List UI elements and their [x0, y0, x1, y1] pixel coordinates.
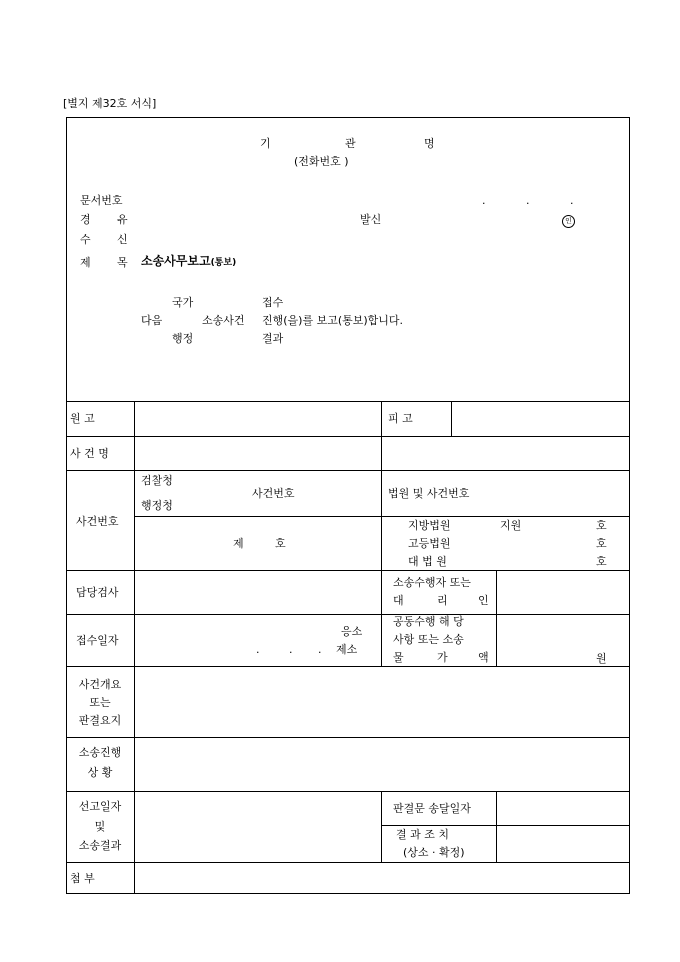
to-label-1: 수	[80, 233, 91, 246]
progress-line-2: 상 황	[87, 766, 113, 779]
judgment-delivery-label: 판결문 송달일자	[393, 802, 471, 815]
rule-case-split	[134, 516, 630, 517]
seal-mark	[562, 213, 575, 228]
rule-col-defendant	[451, 401, 452, 436]
court-and-case-no: 법원 및 사건번호	[388, 487, 470, 500]
rule-col-mid-4	[381, 570, 382, 666]
agency-char-2: 관	[345, 137, 356, 150]
body-admin: 행정	[172, 332, 194, 345]
body-case: 소송사건	[202, 314, 245, 327]
joint-char-2: 가	[437, 651, 448, 664]
rule-row-4	[66, 614, 630, 615]
result-measure-label: 결 과 조 치	[396, 828, 449, 841]
rule-row-6	[66, 737, 630, 738]
attachment-label: 첨 부	[70, 872, 95, 885]
rule-row-1	[66, 436, 630, 437]
case-no-inner: 사건번호	[252, 487, 295, 500]
rule-row-3	[66, 570, 630, 571]
summary-line-2: 또는	[89, 696, 111, 709]
joint-line-2: 사항 또는 소송	[393, 633, 464, 646]
body-progress: 진행(을)를 보고(통보)합니다.	[262, 314, 404, 327]
rule-row-7	[66, 791, 630, 792]
body-next: 다음	[141, 314, 163, 327]
via-label-1: 경	[80, 213, 91, 226]
summary-line-1: 사건개요	[78, 678, 122, 691]
case-number-label: 사건번호	[76, 515, 119, 528]
appeal-label: 응소	[341, 625, 363, 638]
litigator-char-1: 대	[393, 594, 404, 607]
filing-dot-3: .	[318, 643, 322, 656]
form-caption: [별지 제32호 서식]	[63, 97, 157, 110]
seal-glyph: 인	[562, 215, 575, 228]
rule-row-5	[66, 666, 630, 667]
filing-label: 제소	[336, 643, 358, 656]
progress-line-1: 소송진행	[78, 746, 122, 759]
body-nation: 국가	[172, 296, 194, 309]
district-court: 지방법원	[408, 519, 451, 532]
litigator-line-1: 소송수행자 또는	[393, 576, 471, 589]
sentence-line-3: 소송결과	[78, 839, 122, 852]
date-dot-1: .	[482, 194, 486, 207]
title-value	[141, 255, 236, 270]
rule-row-2	[66, 470, 630, 471]
supreme-court: 대 법 원	[408, 555, 447, 568]
via-label-2: 유	[117, 213, 128, 226]
joint-line-1: 공동수행 해 당	[393, 615, 464, 628]
rule-col-label	[134, 401, 135, 894]
rule-col-mid-2	[381, 436, 382, 470]
ho-district: 호	[596, 519, 607, 532]
agency-char-1: 기	[260, 137, 271, 150]
rule-sentence-split	[381, 825, 630, 826]
plaintiff-label: 원 고	[70, 412, 95, 425]
joint-char-1: 물	[393, 651, 404, 664]
title-label-2: 목	[117, 256, 128, 269]
body-result: 결과	[262, 332, 284, 345]
branch-label: 지원	[500, 519, 522, 532]
ho-high: 호	[596, 537, 607, 550]
receipt-date-label: 접수일자	[76, 634, 119, 647]
rule-col-mid-3	[381, 470, 382, 570]
je-label: 제	[233, 537, 244, 550]
filing-dot-1: .	[256, 643, 260, 656]
title-suffix: (통보)	[210, 258, 237, 268]
table-top-rule	[66, 401, 630, 402]
litigator-char-3: 인	[478, 594, 489, 607]
defendant-label: 피 고	[388, 412, 413, 425]
sentence-line-1: 선고일자	[78, 800, 122, 813]
agency-phone: (전화번호 )	[294, 155, 349, 168]
doc-no-label: 문서번호	[80, 194, 123, 207]
body-receipt: 접수	[262, 296, 284, 309]
prosecutor-label: 담당검사	[76, 586, 119, 599]
date-dot-3: .	[570, 194, 574, 207]
joint-char-3: 액	[478, 651, 489, 664]
date-dot-2: .	[526, 194, 530, 207]
high-court: 고등법원	[408, 537, 451, 550]
title-main: 소송사무보고	[141, 254, 211, 268]
appeal-confirm-label: (상소 · 확정)	[403, 846, 465, 859]
agency-char-3: 명	[424, 137, 435, 150]
summary-line-3: 판결요지	[78, 714, 122, 727]
rule-col-right-1	[496, 570, 497, 666]
prosecution-office: 검찰청	[141, 474, 173, 487]
ho-supreme: 호	[596, 555, 607, 568]
admin-office: 행정청	[141, 499, 173, 512]
rule-col-right-2	[496, 791, 497, 862]
rule-row-8	[66, 862, 630, 863]
litigator-char-2: 리	[437, 594, 448, 607]
sender-label: 발신	[360, 213, 382, 226]
title-label-1: 제	[80, 256, 91, 269]
rule-col-mid-1	[381, 401, 382, 436]
case-name-label: 사 건 명	[70, 447, 109, 460]
filing-dot-2: .	[289, 643, 293, 656]
to-label-2: 신	[117, 233, 128, 246]
rule-col-mid-5	[381, 791, 382, 862]
won-label: 원	[596, 652, 607, 665]
sentence-line-2: 및	[94, 820, 106, 833]
ho-label: 호	[275, 537, 286, 550]
